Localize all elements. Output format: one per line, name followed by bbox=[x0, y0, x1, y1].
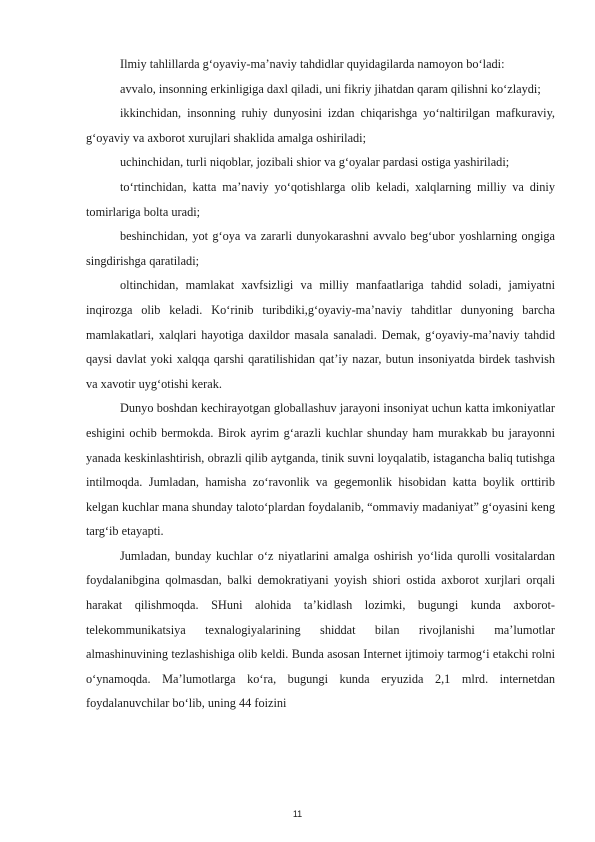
paragraph-list-item-1: avvalo, insonning erkinligiga daxl qiladi, uni fikriy jihatdan qaram qilishni ko‘zlaydi; bbox=[120, 81, 541, 96]
paragraph-list-item-5: beshinchidan, yot g‘oya va zararli dunyokarashni avvalo beg‘ubor yoshlarning ongiga singdirishga qaratiladi; bbox=[86, 229, 555, 268]
paragraph-list-item-4: to‘rtinchidan, katta ma’naviy yo‘qotishlarga olib keladi, xalqlarning milliy va diniy tomirlariga bolta uradi; bbox=[86, 179, 555, 219]
document-page bbox=[86, 52, 555, 716]
paragraph-intro: Ilmiy tahlillarda g‘oyaviy-ma’naviy tahdidlar quyidagilarda namoyon bo‘ladi: bbox=[120, 57, 505, 71]
paragraph-list-item-2: ikkinchidan, insonning ruhiy dunyosini izdan chiqarishga yo‘naltirilgan mafkuraviy, g‘oyaviy va axborot xurujlari shaklida amalga oshiriladi; bbox=[86, 106, 555, 145]
page-number: 11 bbox=[292, 809, 303, 819]
paragraph-list-item-3: uchinchidan, turli niqoblar, jozibali shior va g‘oyalar pardasi ostiga yashiriladi; bbox=[120, 155, 510, 170]
paragraph-globalization: Dunyo boshdan kechirayotgan globallashuv jarayoni insoniyat uchun katta imkoniyatlar eshigini ochib bermokda. Birok ayrim g‘arazli kuchlar shunday ham murakkab bu jarayonni yanada keskinlashtirish, obrazli qilib aytganda, tinik suvni loyqalatib, istagancha baliq tutishga intilmoqda. Jumladan, hamisha zo‘ravonlik va gegemonlik hisobidan katta boylik orttirib kelgan kuchlar mana shunday taloto‘plardan foydalanib, “ommaviy madaniyat” g‘oyasini keng targ‘ib etayapti. bbox=[86, 401, 555, 539]
paragraph-information-attacks: Jumladan, bunday kuchlar o‘z niyatlarini amalga oshirish yo‘lida qurolli vositalardan foydalanibgina qolmasdan, balki demokratiyani yoyish shiori ostida axborot xurjlari orqali harakat qilishmoqda. SHuni alohida ta’kidlash lozimki, bugungi kunda axborot-telekommunikatsiya texnalogiyalarining shiddat bilan rivojlanishi ma’lumotlar almashinuvining tezlashishiga olib keldi. Bunda asosan Internet ijtimoiy tarmog‘i etakchi rolni o‘ynamoqda. Ma’lumotlarga ko‘ra, bugungi kunda eryuzida 2,1 mlrd. internetdan foydalanuvchilar bo‘lib, uning 44 foizini bbox=[86, 548, 555, 711]
paragraph-list-item-6: oltinchidan, mamlakat xavfsizligi va milliy manfaatlariga tahdid soladi, jamiyatni inqirozga olib keladi. Ko‘rinib turibdiki,g‘oyaviy-ma’naviy tahditlar dunyoning barcha mamlakatlari, xalqlari hayotiga daxildor masala sanaladi. Demak, g‘oyaviy-ma’naviy tahdid qaysi davlat yoki xalqqa qarshi qaratilishidan qat’iy nazar, butun insoniyatda birdek tashvish va xavotir uyg‘otishi kerak. bbox=[86, 278, 555, 391]
